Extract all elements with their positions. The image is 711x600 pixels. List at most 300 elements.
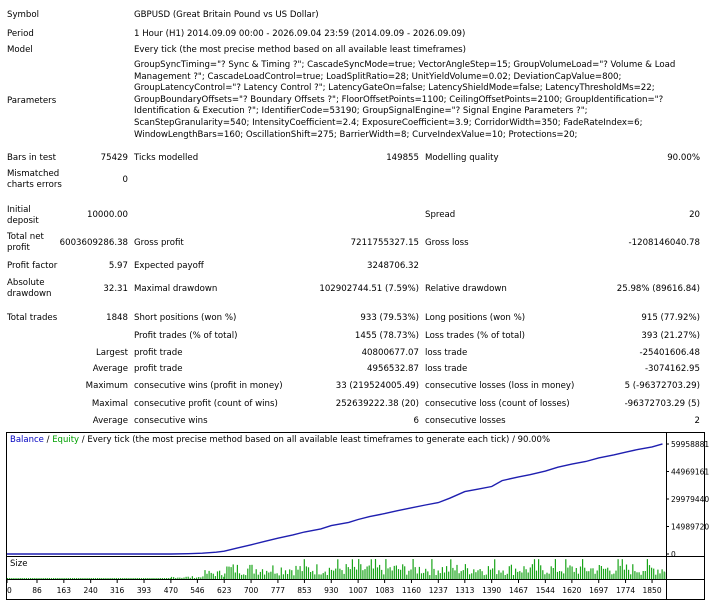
volume-bar xyxy=(590,568,591,579)
volume-bar xyxy=(607,568,608,579)
volume-bar xyxy=(398,569,399,579)
volume-bar xyxy=(369,566,370,580)
volume-bar xyxy=(160,578,161,579)
volume-bar xyxy=(492,568,493,579)
volume-bar xyxy=(515,569,516,579)
volume-bar xyxy=(228,567,229,579)
volume-bar xyxy=(473,569,474,579)
volume-bar xyxy=(373,569,374,580)
legend-equity: Equity xyxy=(52,435,80,445)
volume-bar xyxy=(362,570,363,579)
volume-bar xyxy=(540,565,541,579)
volume-bar xyxy=(211,573,212,579)
maximal-losses-value: -96372703.29 (5) xyxy=(624,399,700,409)
volume-bar xyxy=(186,577,187,579)
volume-bar xyxy=(99,578,100,579)
volume-bar xyxy=(601,566,602,579)
volume-bar xyxy=(168,578,169,579)
volume-bar xyxy=(494,559,495,579)
long-positions-value: 915 (77.92%) xyxy=(641,313,700,323)
volume-bar xyxy=(87,578,88,579)
volume-bar xyxy=(76,578,77,579)
largest-loss-value: -25401606.48 xyxy=(639,348,700,358)
volume-bar xyxy=(586,571,587,579)
volume-bar xyxy=(312,571,313,579)
volume-bar xyxy=(177,578,178,579)
volume-bar xyxy=(507,574,508,579)
volume-bar xyxy=(381,570,382,579)
volume-bar xyxy=(143,578,144,579)
volume-bar xyxy=(70,578,71,579)
volume-bar xyxy=(200,577,201,579)
volume-bar xyxy=(609,571,610,579)
volume-bar xyxy=(375,559,376,579)
volume-bar xyxy=(578,574,579,579)
volume-bar xyxy=(475,572,476,579)
volume-bar xyxy=(285,570,286,579)
volume-bar xyxy=(209,571,210,579)
volume-bar xyxy=(226,567,227,580)
volume-bar xyxy=(321,575,322,580)
volume-bar xyxy=(141,578,142,579)
volume-bar xyxy=(327,575,328,579)
volume-bar xyxy=(231,567,232,579)
average-consec-label: Average xyxy=(92,416,128,426)
volume-bar xyxy=(379,565,380,579)
volume-bar xyxy=(628,570,629,579)
volume-bar xyxy=(45,578,46,579)
volume-bar xyxy=(24,578,25,579)
volume-bar xyxy=(93,578,94,579)
absolute-drawdown-value: 32.31 xyxy=(103,284,128,294)
volume-bar xyxy=(166,578,167,579)
volume-bar xyxy=(153,578,154,579)
volume-bar xyxy=(532,564,533,579)
long-positions-label: Long positions (won %) xyxy=(425,313,526,323)
chart-header xyxy=(10,435,550,445)
volume-bar xyxy=(417,574,418,580)
volume-bar xyxy=(364,569,365,579)
volume-bar xyxy=(620,566,621,579)
loss-trades-value: 393 (21.27%) xyxy=(641,331,700,341)
volume-bar xyxy=(396,566,397,580)
volume-bar xyxy=(291,570,292,579)
maximal-drawdown-value: 102902744.51 (7.59%) xyxy=(319,284,419,294)
volume-bar xyxy=(314,574,315,579)
volume-bar xyxy=(356,570,357,579)
average-profit-label: profit trade xyxy=(134,364,183,374)
volume-bar xyxy=(423,573,424,579)
volume-bar xyxy=(206,574,207,579)
volume-bar xyxy=(198,577,199,579)
volume-bar xyxy=(551,566,552,579)
expected-payoff-label: Expected payoff xyxy=(134,261,204,271)
volume-bar xyxy=(107,578,108,579)
volume-bar xyxy=(34,578,35,579)
volume-bar xyxy=(400,570,401,579)
volume-bar xyxy=(341,570,342,579)
volume-bar xyxy=(645,571,646,579)
volume-bar xyxy=(446,566,447,579)
volume-bar xyxy=(521,573,522,580)
volume-bar xyxy=(576,568,577,579)
volume-bar xyxy=(436,575,437,579)
volume-bar xyxy=(333,571,334,579)
volume-label: Size xyxy=(10,559,28,569)
period-label: Period xyxy=(7,29,34,39)
volume-bar xyxy=(664,572,665,580)
volume-bar xyxy=(32,578,33,579)
gross-loss-label: Gross loss xyxy=(425,238,469,248)
volume-bar xyxy=(297,570,298,579)
x-tick-label: 0 xyxy=(7,586,12,595)
x-tick-label: 1390 xyxy=(482,586,502,595)
volume-bar xyxy=(544,574,545,579)
volume-bar xyxy=(511,565,512,579)
volume-bar xyxy=(371,559,372,579)
bars-in-test-label: Bars in test xyxy=(7,153,56,163)
volume-bar xyxy=(574,572,575,579)
volume-bar xyxy=(549,574,550,579)
balance-chart xyxy=(6,432,710,600)
volume-bar xyxy=(277,573,278,579)
volume-bar xyxy=(289,569,290,579)
volume-bar xyxy=(360,564,361,579)
x-tick-label: 1313 xyxy=(455,586,475,595)
volume-bar xyxy=(128,578,129,579)
volume-bar xyxy=(241,575,242,579)
volume-bar xyxy=(467,568,468,579)
x-tick-label: 1774 xyxy=(616,586,636,595)
volume-bar xyxy=(124,578,125,579)
volume-bar xyxy=(254,574,255,579)
volume-bar xyxy=(567,568,568,579)
volume-bar xyxy=(419,567,420,579)
model-value: Every tick (the most precise method based on all available least timeframes) xyxy=(134,45,467,55)
volume-bar xyxy=(572,567,573,580)
volume-bar xyxy=(258,575,259,579)
x-tick-label: 1083 xyxy=(375,586,395,595)
volume-bar xyxy=(469,574,470,579)
volume-bar xyxy=(74,578,75,579)
legend-sep: / xyxy=(43,435,53,445)
volume-bar xyxy=(26,578,27,579)
x-tick-label: 930 xyxy=(324,586,339,595)
volume-bar xyxy=(310,572,311,579)
model-label: Model xyxy=(7,45,33,55)
volume-bar xyxy=(448,572,449,579)
volume-bar xyxy=(584,568,585,579)
volume-bar xyxy=(105,578,106,579)
volume-bar xyxy=(344,574,345,579)
volume-bar xyxy=(542,570,543,579)
volume-bar xyxy=(41,578,42,579)
volume-bar xyxy=(454,570,455,579)
volume-bar xyxy=(173,577,174,579)
volume-bar xyxy=(235,573,236,580)
volume-bar xyxy=(655,575,656,579)
volume-bar xyxy=(461,571,462,579)
volume-bar xyxy=(377,567,378,579)
volume-bar xyxy=(530,568,531,580)
volume-bar xyxy=(196,578,197,579)
ticks-modelled-value: 149855 xyxy=(386,153,419,163)
volume-bar xyxy=(513,575,514,579)
volume-bar xyxy=(162,578,163,579)
profit-trades-label: Profit trades (% of total) xyxy=(134,331,238,341)
volume-bar xyxy=(89,578,90,579)
volume-bar xyxy=(68,578,69,579)
volume-bar xyxy=(120,578,121,579)
mismatched-value: 0 xyxy=(122,175,128,185)
volume-bar xyxy=(580,567,581,580)
x-tick-label: 240 xyxy=(83,586,98,595)
symbol-value: GBPUSD (Great Britain Pound vs US Dollar) xyxy=(134,10,319,20)
volume-bar xyxy=(66,578,67,579)
volume-bar xyxy=(459,573,460,579)
volume-bar xyxy=(219,571,220,579)
maximal-losses-label: consecutive loss (count of losses) xyxy=(425,399,570,409)
volume-bar xyxy=(429,575,430,579)
volume-bar xyxy=(387,568,388,579)
volume-bar xyxy=(339,569,340,579)
x-tick-label: 1620 xyxy=(562,586,582,595)
volume-bar xyxy=(410,570,411,580)
gross-profit-value: 7211755327.15 xyxy=(350,238,419,248)
average-loss-label: loss trade xyxy=(425,364,468,374)
volume-bar xyxy=(465,564,466,579)
period-value: 1 Hour (H1) 2014.09.09 00:00 - 2026.09.04 23:59 (2014.09.09 - 2026.09.09) xyxy=(134,29,466,39)
volume-bar xyxy=(553,568,554,579)
volume-bar xyxy=(114,578,115,579)
volume-bar xyxy=(517,572,518,579)
volume-bar xyxy=(657,570,658,579)
total-trades-label: Total trades xyxy=(7,313,58,323)
y-tick-label: 0 xyxy=(671,550,676,559)
volume-bar xyxy=(498,570,499,579)
x-tick-label: 470 xyxy=(163,586,179,595)
volume-bar xyxy=(22,578,23,579)
volume-bar xyxy=(565,559,566,579)
volume-bar xyxy=(190,578,191,579)
volume-bar xyxy=(101,578,102,579)
volume-bar xyxy=(421,573,422,579)
volume-bar xyxy=(283,574,284,579)
volume-bar xyxy=(256,569,257,579)
x-tick-label: 1697 xyxy=(589,586,609,595)
x-tick-label: 316 xyxy=(110,586,125,595)
volume-bar xyxy=(358,559,359,579)
volume-bar xyxy=(130,578,131,579)
volume-bar xyxy=(503,571,504,580)
volume-bar xyxy=(279,575,280,579)
volume-bar xyxy=(595,574,596,579)
mismatched-label: Mismatched charts errors xyxy=(7,169,62,190)
average-consec-wins-value: 6 xyxy=(413,416,419,426)
volume-bar xyxy=(605,569,606,579)
volume-bar xyxy=(43,578,44,579)
volume-bar xyxy=(82,578,83,579)
loss-trades-label: Loss trades (% of total) xyxy=(425,331,525,341)
relative-drawdown-value: 25.98% (89616.84) xyxy=(616,284,700,294)
volume-bar xyxy=(260,572,261,579)
volume-bar xyxy=(438,571,439,580)
volume-bar xyxy=(272,565,273,579)
initial-deposit-label: Initial deposit xyxy=(7,205,39,226)
volume-bar xyxy=(526,569,527,579)
x-tick-label: 163 xyxy=(56,586,71,595)
volume-bar xyxy=(147,578,148,579)
gross-profit-label: Gross profit xyxy=(134,238,184,248)
expected-payoff-value: 3248706.32 xyxy=(367,261,419,271)
volume-bar xyxy=(91,578,92,579)
volume-bar xyxy=(151,578,152,579)
modelling-quality-value: 90.00% xyxy=(667,153,700,163)
maximum-losses-value: 5 (-96372703.29) xyxy=(624,381,700,391)
volume-bar xyxy=(427,571,428,579)
average-consec-losses-value: 2 xyxy=(694,416,700,426)
volume-bar xyxy=(30,578,31,579)
volume-bar xyxy=(215,576,216,579)
volume-bar xyxy=(329,568,330,579)
average-label: Average xyxy=(92,364,128,374)
volume-bar xyxy=(415,567,416,579)
volume-bar xyxy=(112,578,113,579)
volume-bar xyxy=(354,567,355,579)
volume-bar xyxy=(394,566,395,579)
volume-bar xyxy=(251,565,252,579)
largest-label: Largest xyxy=(95,348,128,358)
volume-bar xyxy=(316,564,317,579)
volume-bar xyxy=(245,575,246,579)
volume-bar xyxy=(36,578,37,579)
volume-bar xyxy=(588,571,589,579)
volume-bar xyxy=(287,574,288,579)
volume-bar xyxy=(158,578,159,579)
volume-bar xyxy=(490,570,491,579)
volume-bar xyxy=(632,564,633,579)
volume-bar xyxy=(599,565,600,579)
volume-bar xyxy=(519,571,520,579)
volume-bar xyxy=(325,572,326,579)
volume-bar xyxy=(266,571,267,579)
volume-bar xyxy=(653,569,654,579)
volume-bar xyxy=(281,568,282,580)
average-loss-value: -3074162.95 xyxy=(644,364,700,374)
volume-bar xyxy=(323,573,324,579)
volume-bar xyxy=(611,574,612,579)
volume-bar xyxy=(57,578,58,579)
volume-bar xyxy=(13,578,14,579)
volume-bar xyxy=(641,575,642,579)
parameters-value: GroupSyncTiming="? Sync & Timing ?"; CascadeSyncMode=true; VectorAngleStep=15; GroupVolumeLoad="? Volume & Load Management ?"; CascadeLoadControl=true; LoadSplitRatio=28; UnitYieldVolume=0.02; DeviationCapValue=800; GroupLatencyControl="? Latency Control ?"; LatencyGateOn=false; LatencyShieldMode=false; LatencyThresholdMs=22; GroupBoundaryOffsets="? Boundary Offsets ?"; FloorOffsetPoints=1100; CeilingOffsetPoints=2100; GroupIdentification="? Identification & Execution ?"; IdentifierCode=53190; GroupSignalEngine="? Signal Engine Parameters ?"; ScanStepGranularity=540; IntensityCoefficient=2.4; ExposureCoefficient=3.9; CorridorWidth=350; FadeRateIndex=6; WindowLengthBars=160; OscillationShift=275; BarrierWidth=8; CurveIndexValue=10; Protections=20; xyxy=(134,60,676,140)
volume-bar xyxy=(55,578,56,579)
volume-bar xyxy=(480,569,481,579)
x-tick-label: 1544 xyxy=(535,586,555,595)
volume-bar xyxy=(592,568,593,579)
x-tick-label: 393 xyxy=(136,586,152,595)
volume-bar xyxy=(137,578,138,579)
total-net-profit-label: Total net profit xyxy=(7,232,44,253)
legend-rest: / Every tick (the most precise method based on all available least timeframes to generate each tick) / 90.00% xyxy=(79,435,551,445)
x-tick-label: 1467 xyxy=(508,586,529,595)
parameters-label: Parameters xyxy=(7,96,57,106)
x-tick-label: 1850 xyxy=(642,586,662,595)
volume-bar xyxy=(534,559,535,579)
volume-bar xyxy=(431,559,432,579)
volume-bar xyxy=(61,578,62,579)
volume-bar xyxy=(116,578,117,579)
volume-bar xyxy=(408,571,409,579)
volume-bar xyxy=(213,574,214,579)
average-profit-value: 4956532.87 xyxy=(367,364,419,374)
volume-bar xyxy=(139,578,140,579)
volume-bar xyxy=(615,571,616,579)
volume-bar xyxy=(300,566,301,579)
volume-bar xyxy=(440,573,441,579)
volume-bar xyxy=(477,570,478,579)
volume-bar xyxy=(634,571,635,579)
absolute-drawdown-label: Absolute drawdown xyxy=(7,278,52,299)
gross-loss-value: -1208146040.78 xyxy=(628,238,700,248)
volume-bar xyxy=(450,559,451,579)
volume-bar xyxy=(651,568,652,579)
volume-bar xyxy=(233,564,234,579)
volume-bar xyxy=(122,578,123,579)
profit-factor-value: 5.97 xyxy=(108,261,128,271)
volume-bar xyxy=(179,578,180,579)
maximum-losses-label: consecutive losses (loss in money) xyxy=(425,381,575,391)
volume-bar xyxy=(249,565,250,579)
volume-bar xyxy=(149,578,150,579)
maximal-label: Maximal xyxy=(91,399,128,409)
volume-bar xyxy=(452,568,453,579)
volume-bar xyxy=(224,574,225,580)
volume-bar xyxy=(156,578,157,579)
average-consec-losses-label: consecutive losses xyxy=(425,416,506,426)
volume-bar xyxy=(622,559,623,579)
volume-bar xyxy=(528,573,529,580)
relative-drawdown-label: Relative drawdown xyxy=(425,284,507,294)
x-tick-label: 700 xyxy=(243,586,259,595)
maximum-wins-value: 33 (219524005.49) xyxy=(335,381,419,391)
volume-bar xyxy=(402,564,403,579)
volume-bar xyxy=(221,575,222,579)
short-positions-value: 933 (79.53%) xyxy=(360,313,419,323)
volume-bar xyxy=(649,565,650,579)
volume-bar xyxy=(237,565,238,579)
volume-bar xyxy=(293,575,294,579)
modelling-quality-label: Modelling quality xyxy=(425,153,499,163)
volume-bar xyxy=(484,575,485,579)
average-consec-wins-label: consecutive wins xyxy=(134,416,208,426)
volume-bar xyxy=(331,570,332,579)
volume-bar xyxy=(559,571,560,579)
volume-bar xyxy=(442,567,443,579)
x-tick-label: 777 xyxy=(270,586,286,595)
volume-bar xyxy=(496,574,497,579)
largest-profit-label: profit trade xyxy=(134,348,183,358)
volume-bar xyxy=(95,578,96,579)
y-tick-label: 44969161 xyxy=(671,467,710,477)
volume-bar xyxy=(613,574,614,579)
volume-bar xyxy=(181,578,182,579)
volume-bar xyxy=(335,569,336,579)
volume-bar xyxy=(53,578,54,579)
volume-bar xyxy=(133,578,134,579)
x-tick-label: 1160 xyxy=(401,586,422,595)
volume-bar xyxy=(103,578,104,579)
